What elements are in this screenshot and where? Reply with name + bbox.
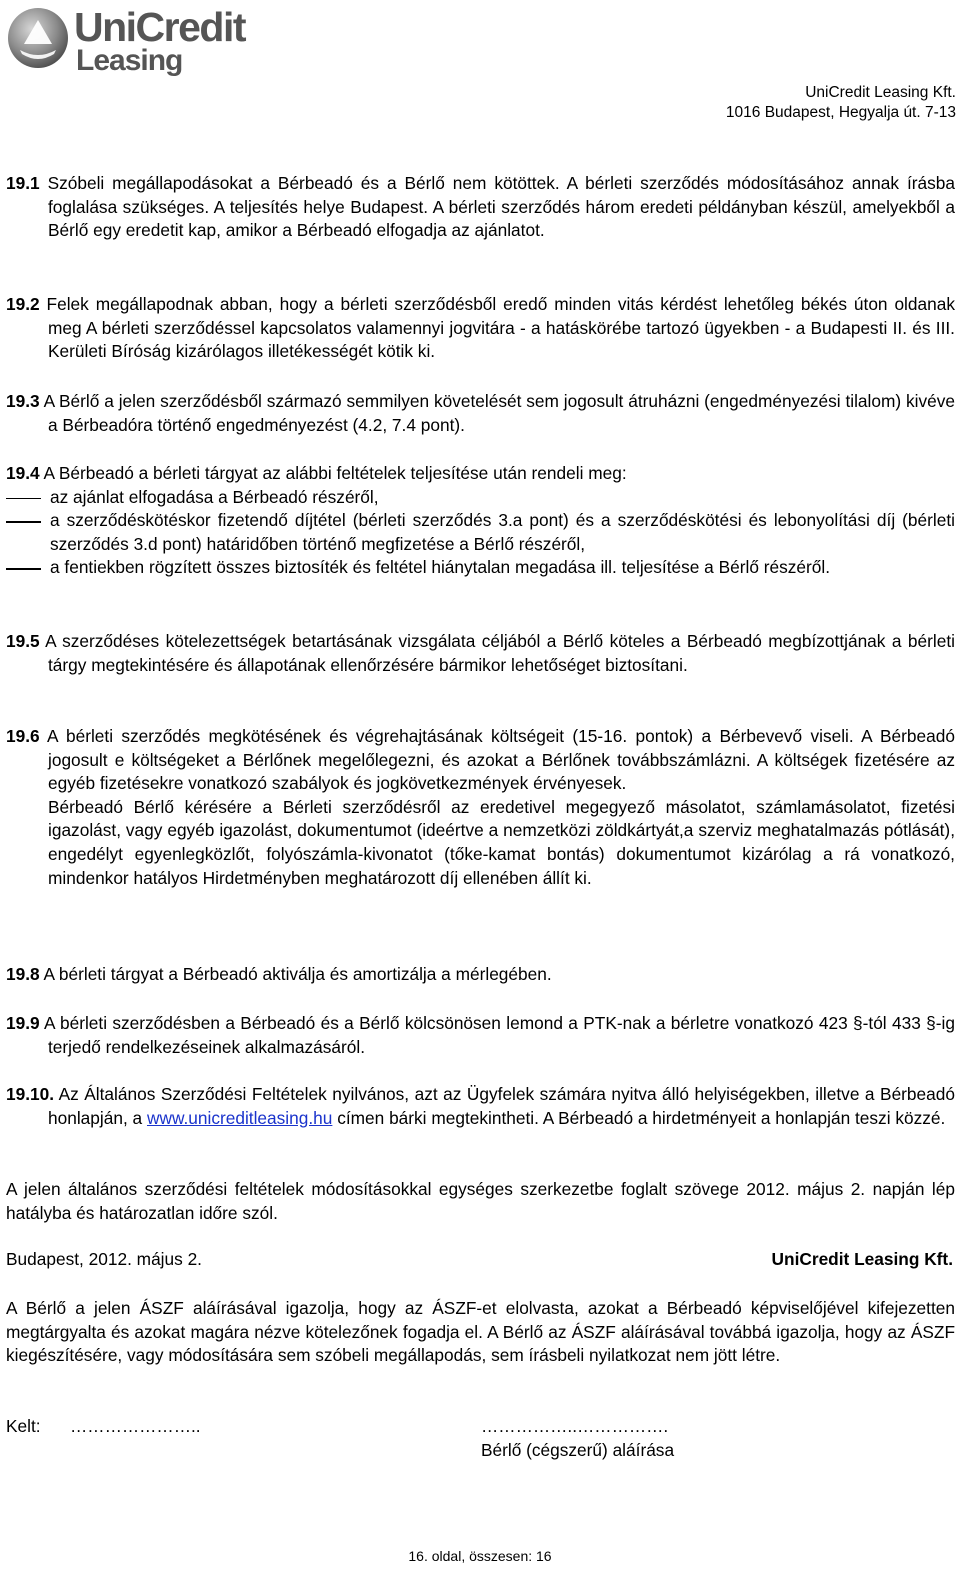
section-text: A bérleti tárgyat a Bérbeadó aktiválja és amortizálja a mérlegében. (43, 964, 552, 984)
list-item: a szerződéskötéskor fizetendő díjtétel (bérleti szerződés 3.a pont) és a szerződéskötési és lebonyolítási díj (bérleti szerződés 3.d pont) határidőben történő megfizetése a Bérlő részéről, (50, 510, 955, 554)
section-19-1 (6, 172, 955, 243)
section-19-5 (6, 630, 955, 677)
condition-list (6, 486, 955, 580)
company-name: UniCredit Leasing Kft. (805, 84, 956, 101)
section-number: 19.8 (6, 964, 40, 984)
section-intro: A Bérbeadó a bérleti tárgyat az alábbi feltételek teljesítése után rendeli meg: (43, 463, 627, 483)
section-number: 19.10. (6, 1084, 55, 1104)
section-19-9 (6, 1012, 955, 1059)
signature-blank: ……………..……………. (481, 1416, 669, 1436)
section-text: A bérleti szerződés megkötésének és végrehajtásának költségeit (15-16. pontok) a Bérbevevő viseli. A Bérbeadó jogosult e költségeket a Bérlőnek megelőlegezni, és azokat a Bérlőnek továbbszámlázni. A költségek fizetésére az egyéb fizetésekre vonatkozó szabályok és jogkövetkezmények érvényesek. (47, 726, 955, 794)
section-19-6 (6, 725, 955, 890)
list-item: a fentiekben rögzített összes biztosíték és feltétel hiánytalan megadása ill. teljesítése a Bérlő részéről. (50, 557, 830, 578)
section-text: Szóbeli megállapodásokat a Bérbeadó és a Bérlő nem kötöttek. A bérleti szerződés módosításához annak írásba foglalása szükséges. A teljesítés helye Budapest. A bérleti szerződés három eredeti példányban készül, amelyekből a Bérlő egy eredetit kap, amikor a Bérbeadó elfogadja az ajánlatot. (47, 173, 955, 241)
unicredit-sphere-icon (6, 6, 70, 70)
section-text-2: Bérbeadó Bérlő kérésére a Bérleti szerződésről az eredetivel megegyező másolatot, számlamásolatot, fizetési igazolást, vagy egyéb igazolást, dokumentumot (ideértve a nemzetközi zöldkártyát,a szerviz meghatalmazás pótlását), engedélyt egyenlegközlőt, folyószámla-kivonatot (tőke-kamat bontás) dokumentumot kizárólag a rá vonatkozó, mindenkor hatályos Hirdetményben meghatározott díj ellenében állít ki. (48, 796, 955, 888)
closing-paragraph: A jelen általános szerződési feltételek módosításokkal egységes szerkezetbe foglalt szövege 2012. május 2. napján lép hatályba és határozatlan időre szól. (6, 1179, 955, 1223)
section-text: A szerződéses kötelezettségek betartásának vizsgálata céljából a Bérlő köteles a Bérbeadó megbízottjának a bérleti tárgy megtekintésére és állapotának ellenőrzésére bármikor lehetőséget biztosítani. (45, 631, 955, 675)
section-number: 19.5 (6, 631, 40, 651)
place-date-row (6, 1249, 953, 1270)
section-text: Az Általános Szerződési Feltételek nyilvános, azt az Ügyfelek számára nyitva álló helyiségekben, illetve a Bérbeadó honlapján, a (48, 1084, 955, 1128)
section-19-4 (6, 462, 955, 580)
section-number: 19.3 (6, 391, 40, 411)
section-19-8 (6, 963, 955, 987)
section-number: 19.9 (6, 1013, 40, 1033)
date-blank: ………………….. (70, 1416, 201, 1436)
section-number: 19.1 (6, 173, 40, 193)
company-header (726, 83, 956, 123)
section-text-after: címen bárki megtekintheti. A Bérbeadó a hirdetményeit a honlapján teszi közzé. (337, 1107, 946, 1128)
section-19-2 (6, 293, 955, 364)
page-footer: 16. oldal, összesen: 16 (408, 1548, 552, 1564)
section-19-3 (6, 390, 955, 437)
list-item: az ajánlat elfogadása a Bérbeadó részéről, (50, 486, 379, 507)
website-link[interactable]: www.unicreditleasing.hu (146, 1107, 333, 1128)
section-number: 19.2 (6, 294, 40, 314)
company-address: 1016 Budapest, Hegyalja út. 7-13 (725, 104, 956, 121)
logo-text-leasing: Leasing (76, 44, 183, 77)
place-date: Budapest, 2012. május 2. (6, 1249, 202, 1269)
section-text: Felek megállapodnak abban, hogy a bérleti szerződésből eredő minden vitás kérdést lehetőleg békés úton oldanak meg A bérleti szerződéssel kapcsolatos valamennyi jogvitára - a hatáskörébe tartozó ügyekben - a Budapesti II. és III. Kerületi Bíróság kizárólagos illetékességét kötik ki. (46, 294, 955, 362)
signature-area (6, 1416, 953, 1476)
section-text: A bérleti szerződésben a Bérbeadó és a Bérlő kölcsönösen lemond a PTK-nak a bérletre vonatkozó 423 §-tól 433 §-ig terjedő rendelkezéseinek alkalmazásáról. (44, 1013, 955, 1057)
unicredit-leasing-logo (6, 4, 245, 78)
section-number: 19.4 (6, 463, 40, 483)
section-number: 19.6 (6, 726, 40, 746)
section-text: A Bérlő a jelen szerződésből származó semmilyen követelését sem jogosult átruházni (engedményezési tilalom) kivéve a Bérbeadóra történő engedményezést (4.2, 7.4 pont). (43, 391, 955, 435)
acknowledgement-paragraph: A Bérlő a jelen ÁSZF aláírásával igazolja, hogy az ÁSZF-et elolvasta, azokat a Bérbeadó képviselőjével kifejezetten megtárgyalta és azokat magára nézve kötelezőnek fogadja el. A Bérlő az ÁSZF aláírásával továbbá igazolja, hogy az ÁSZF kiegészítésére, vagy módosítására sem szóbeli megállapodás, sem írásbeli nyilatkozat nem jött létre. (6, 1298, 955, 1366)
section-19-10 (6, 1083, 955, 1130)
kelt-label: Kelt: (6, 1416, 41, 1436)
signature-label: Bérlő (cégszerű) aláírása (481, 1440, 675, 1460)
logo-text-unicredit: UniCredit (74, 4, 245, 50)
signer-company: UniCredit Leasing Kft. (771, 1249, 953, 1269)
